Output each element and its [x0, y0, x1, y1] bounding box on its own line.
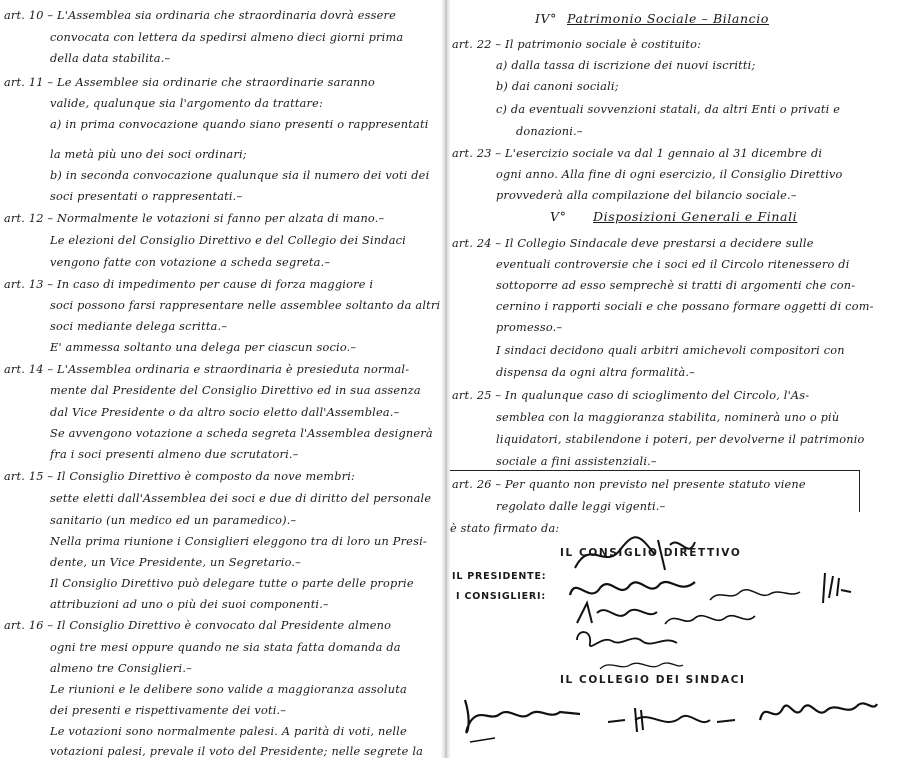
text-line: art. 12 – Normalmente le votazioni si fanno per alzata di mano.–	[4, 212, 385, 225]
text-line: art. 15 – Il Consiglio Direttivo è composto da nove membri:	[4, 470, 356, 483]
text-line: I sindaci decidono quali arbitri amichevoli compositori con	[496, 344, 845, 357]
stamp-council-label: IL CONSIGLIO DIRETTIVO	[560, 547, 742, 559]
text-line: della data stabilita.–	[50, 52, 171, 65]
text-line: art. 22 – Il patrimonio sociale è costituito:	[452, 38, 702, 51]
stamp-councillors-label: I CONSIGLIERI:	[456, 591, 546, 602]
text-line: art. 26 – Per quanto non previsto nel presente statuto viene	[452, 478, 806, 491]
text-line: Nella prima riunione i Consiglieri eleggono tra di loro un Presi-	[50, 535, 427, 548]
signature-president	[570, 530, 700, 575]
text-line: almeno tre Consiglieri.–	[50, 662, 192, 675]
text-line: art. 23 – L'esercizio sociale va dal 1 gennaio al 31 dicembre di	[452, 147, 823, 160]
section-title: Disposizioni Generali e Finali	[593, 209, 798, 224]
text-line: ogni tre mesi oppure quando ne sia stata fatta domanda da	[50, 641, 401, 654]
box-top-border	[450, 470, 860, 471]
section-number: V°	[550, 209, 567, 224]
text-line: sociale a fini assistenziali.–	[496, 455, 657, 468]
text-line: votazioni palesi, prevale il voto del Presidente; nelle segrete la	[50, 745, 424, 758]
signature-auditor-1	[595, 655, 685, 675]
text-line: soci presentati o rappresentati.–	[50, 190, 243, 203]
text-line: art. 13 – In caso di impedimento per cause di forza maggiore i	[4, 278, 374, 291]
signature-councillor-6	[572, 625, 682, 655]
text-line: art. 14 – L'Assemblea ordinaria e straordinaria è presieduta normal-	[4, 363, 410, 376]
text-line: è stato firmato da:	[450, 522, 560, 535]
text-line: b) in seconda convocazione qualunque sia il numero dei voti dei	[50, 169, 430, 182]
text-line: Le votazioni sono normalmente palesi. A parità di voti, nelle	[50, 725, 407, 738]
text-line: b) dai canoni sociali;	[496, 80, 619, 93]
text-line: art. 11 – Le Assemblee sia ordinarie che straordinarie saranno	[4, 76, 375, 89]
text-line: a) dalla tassa di iscrizione dei nuovi iscritti;	[496, 59, 756, 72]
text-line: fra i soci presenti almeno due scrutatori.–	[50, 448, 299, 461]
text-line: soci possono farsi rappresentare nelle assemblee soltanto da altri	[50, 299, 441, 312]
text-line: provvederà alla compilazione del bilancio sociale.–	[496, 189, 797, 202]
text-line: la metà più uno dei soci ordinari;	[50, 148, 247, 161]
text-line: a) in prima convocazione quando siano presenti o rappresentati	[50, 118, 429, 131]
text-line: promesso.–	[496, 321, 563, 334]
left-page	[0, 0, 449, 758]
text-line: eventuali controversie che i soci ed il Circolo ritenessero di	[496, 258, 850, 271]
text-line: convocata con lettera da spedirsi almeno dieci giorni prima	[50, 31, 404, 44]
text-line: art. 25 – In qualunque caso di scioglimento del Circolo, l'As-	[452, 389, 810, 402]
stamp-president-label: IL PRESIDENTE:	[452, 571, 547, 582]
signature-auditor-4	[755, 690, 880, 735]
text-line: Le riunioni e le delibere sono valide a maggioranza assoluta	[50, 683, 407, 696]
section-title: Patrimonio Sociale – Bilancio	[567, 11, 769, 26]
text-line: c) da eventuali sovvenzioni statali, da altri Enti o privati e	[496, 103, 841, 116]
text-line: Se avvengono votazione a scheda segreta l'Assemblea designerà	[50, 427, 433, 440]
text-line: Il Consiglio Direttivo può delegare tutte o parte delle proprie	[50, 577, 414, 590]
text-line: regolato dalle leggi vigenti.–	[496, 500, 666, 513]
text-line: valide, qualunque sia l'argomento da trattare:	[50, 97, 323, 110]
signature-auditor-3	[605, 700, 740, 740]
text-line: E' ammessa soltanto una delega per ciascun socio.–	[50, 341, 357, 354]
text-line: vengono fatte con votazione a scheda segreta.–	[50, 256, 331, 269]
text-line: dal Vice Presidente o da altro socio eletto dall'Assemblea.–	[50, 406, 400, 419]
text-line: sottoporre ad esso semprechè si tratti di argomenti che con-	[496, 279, 856, 292]
text-line: sette eletti dall'Assemblea dei soci e due di diritto del personale	[50, 492, 432, 505]
signature-councillor-3	[815, 568, 855, 608]
text-line: sanitario (un medico ed un paramedico).–	[50, 514, 297, 527]
text-line: attribuzioni ad uno o più dei suoi componenti.–	[50, 598, 329, 611]
text-line: cernino i rapporti sociali e che possano formare oggetti di com-	[496, 300, 874, 313]
text-line: art. 16 – Il Consiglio Direttivo è convocato dal Presidente almeno	[4, 619, 392, 632]
signature-councillor-4	[572, 598, 662, 628]
text-line: art. 24 – Il Collegio Sindacale deve prestarsi a decidere sulle	[452, 237, 814, 250]
signature-councillor-2	[705, 580, 805, 608]
text-line: dispensa da ogni altra formalità.–	[496, 366, 696, 379]
signature-auditor-2	[455, 692, 585, 747]
text-line: donazioni.–	[516, 125, 583, 138]
box-right-border	[859, 470, 860, 512]
text-line: ogni anno. Alla fine di ogni esercizio, il Consiglio Direttivo	[496, 168, 843, 181]
stamp-auditors-label: IL COLLEGIO DEI SINDACI	[560, 674, 746, 686]
text-line: semblea con la maggioranza stabilita, nominerà uno o più	[496, 411, 840, 424]
text-line: Le elezioni del Consiglio Direttivo e del Collegio dei Sindaci	[50, 234, 406, 247]
text-line: liquidatori, stabilendone i poteri, per devolverne il patrimonio	[496, 433, 865, 446]
text-line: art. 10 – L'Assemblea sia ordinaria che straordinaria dovrà essere	[4, 9, 396, 22]
text-line: dei presenti e rispettivamente dei voti.–	[50, 704, 287, 717]
section-number: IV°	[535, 11, 558, 26]
text-line: dente, un Vice Presidente, un Segretario.–	[50, 556, 302, 569]
text-line: mente dal Presidente del Consiglio Direttivo ed in sua assenza	[50, 384, 421, 397]
text-line: soci mediante delega scritta.–	[50, 320, 228, 333]
